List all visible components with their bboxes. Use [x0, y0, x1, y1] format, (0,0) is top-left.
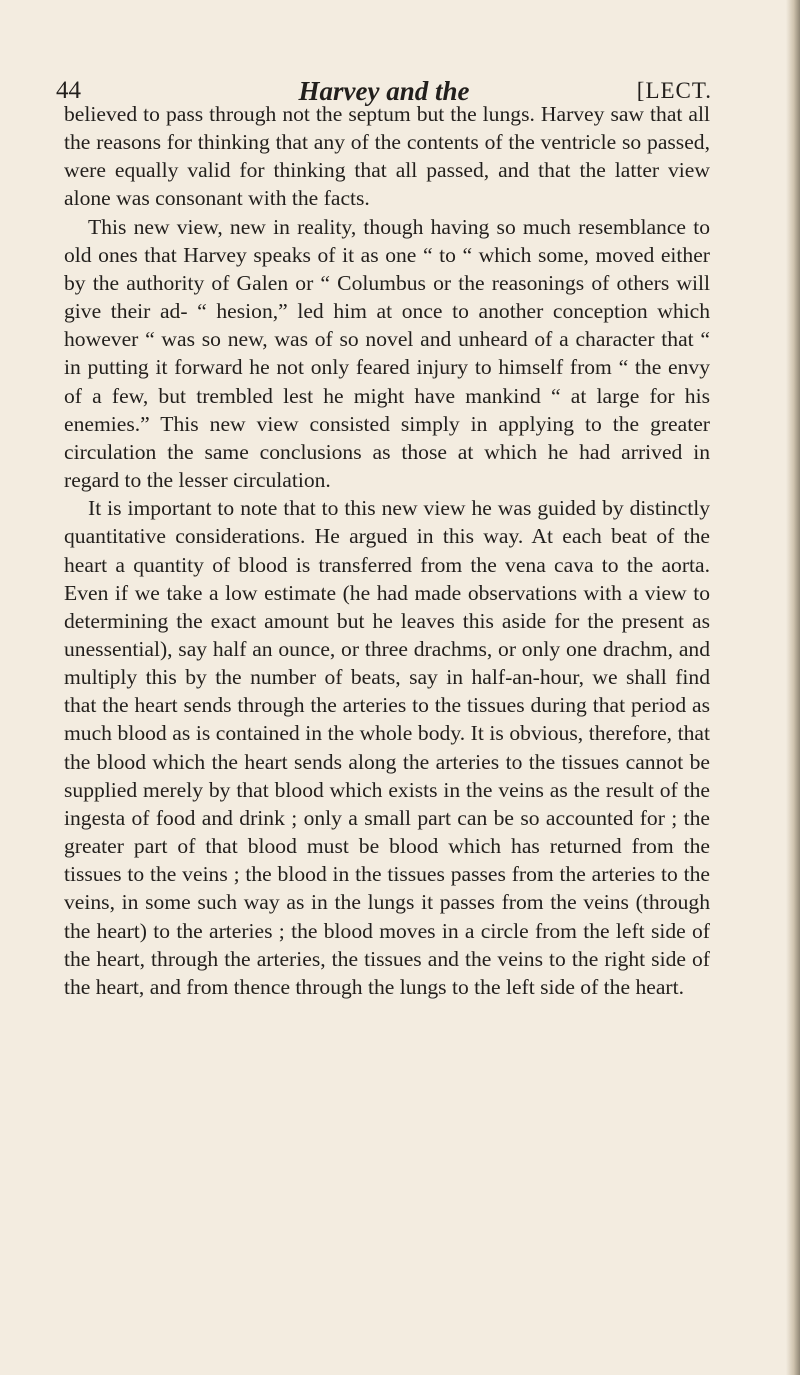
running-title: Harvey and the — [298, 76, 470, 106]
paragraph: It is important to note that to this new view he was guided by distinctly quantitative considerations. He argued in this way. At each beat of the heart a quantity of blood is transferred from the vena cava to the aorta. Even if we take a low estimate (he had made observations with a view to determining the exact amount but he leaves this aside for the present as unessential), say half an ounce, or three drachms, or only one drachm, and multiply this by the number of beats, say in half-an-hour, we shall find that the heart sends through the arteries to the tissues during that period as much blood as is contained in the whole body. It is obvious, therefore, that the blood which the heart sends along the arteries to the tissues cannot be supplied merely by that blood which exists in the veins as the result of the ingesta of food and drink ; only a small part can be so accounted for ; the greater part of that blood must be blood which has returned from the tissues to the veins ; the blood in the tissues passes from the arteries to the veins, in some such way as in the lungs it passes from the veins (through the heart) to the arteries ; the blood moves in a circle from the left side of the heart, through the arteries, the tissues and the veins to the right side of the heart, and from thence through the lungs to the left side of the heart. — [64, 496, 710, 999]
page-number: 44 — [56, 77, 81, 104]
body-text — [64, 100, 710, 1001]
paragraph: This new view, new in reality, though having so much resemblance to old ones that Harvey speaks of it as one “ to “ which some, moved either by the authority of Galen or “ Columbus or the reasonings of others will give their ad- “ hesion,” led him at once to another conception which however “ was so new, was of so novel and unheard of a character that “ in putting it forward he not only feared injury to himself from “ the envy of a few, but trembled lest he might have mankind “ at large for his enemies.” This new view consisted simply in applying to the greater circulation the same conclusions as those at which he had arrived in regard to the lesser circulation. — [64, 214, 710, 493]
page-edge-shadow — [786, 0, 800, 1375]
paragraph-continued: believed to pass through not the septum but the lungs. Harvey saw that all the reasons for thinking that any of the contents of the ventricle so passed, were equally valid for thinking that all passed, and that the latter view alone was consonant with the facts. — [64, 102, 710, 211]
section-mark: [LECT. — [636, 78, 712, 103]
